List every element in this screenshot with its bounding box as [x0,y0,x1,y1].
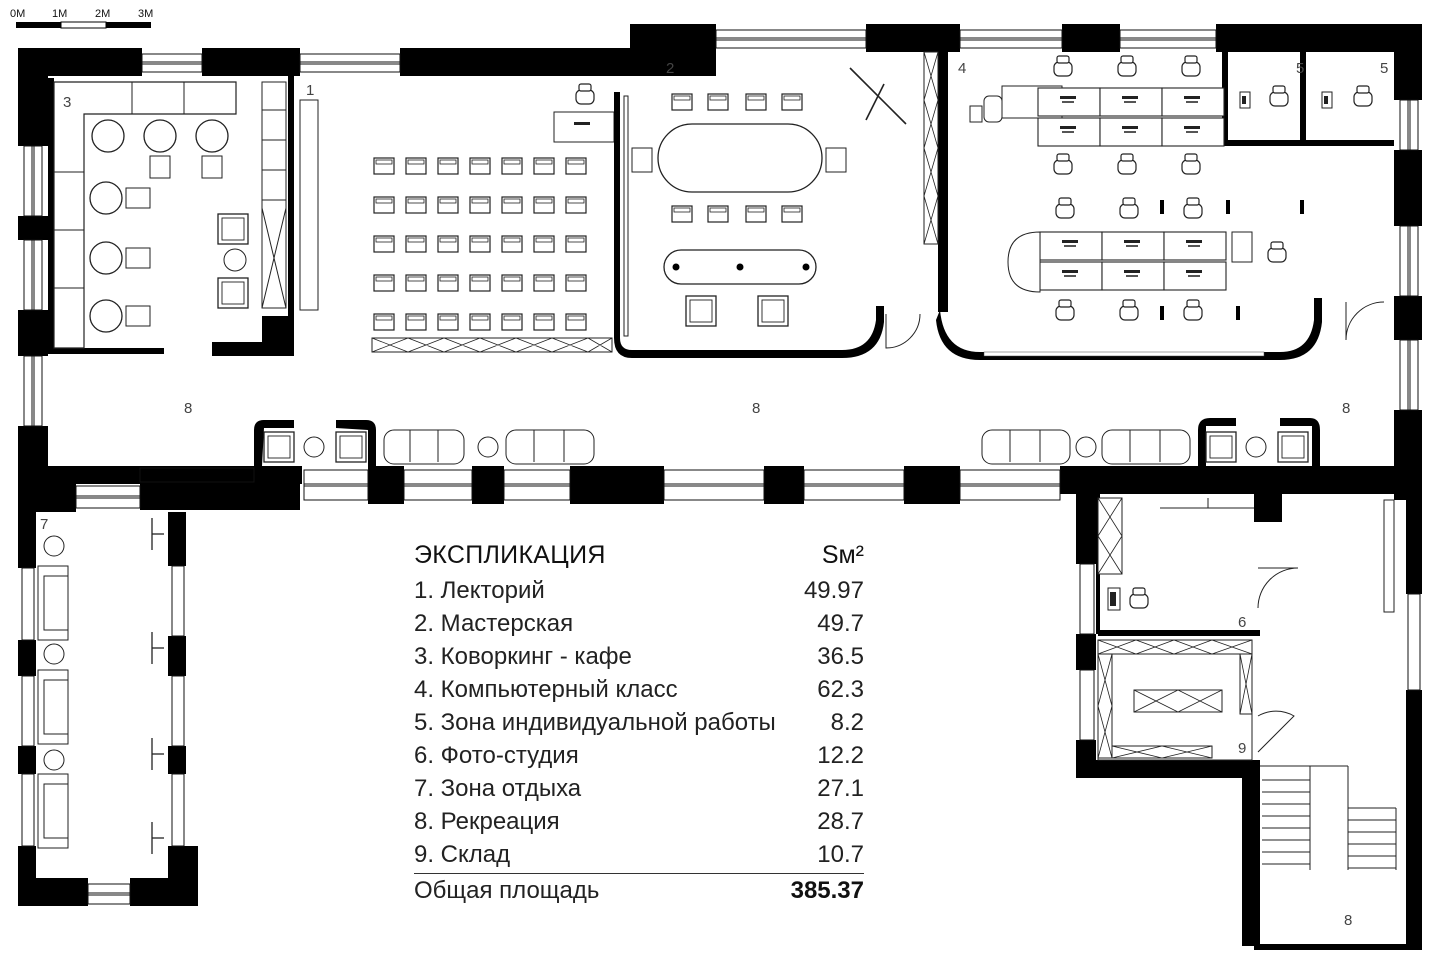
lecture-seat [534,314,554,330]
office-chair [1056,198,1074,218]
legend-room-name: 5. Зона индивидуальной работы [414,709,776,736]
lecture-seat [406,197,426,213]
computer-desk [1040,262,1102,290]
legend-room-area: 27.1 [817,775,864,802]
legend-room-name: 6. Фото-студия [414,742,579,769]
room-number-8d: 8 [1344,912,1353,929]
legend-row [414,577,864,610]
lecture-seat [502,197,522,213]
lecture-seat [438,197,458,213]
lecture-seat [534,275,554,291]
scale-label-1: 1M [52,8,68,20]
computer-desk [1038,88,1100,116]
legend-room-area: 12.2 [817,742,864,769]
lecture-seat [438,158,458,174]
legend-row [414,775,864,808]
legend-unit: Sм² [821,541,864,569]
room-2-workshop [614,52,938,358]
legend-row [414,841,864,874]
scale-bar [16,22,151,28]
lecture-seat [534,158,554,174]
lecture-seat [470,158,490,174]
room-number-5a: 5 [1296,60,1305,77]
legend-room-name: 2. Мастерская [414,610,574,637]
computer-desk [1164,262,1226,290]
lecture-seat [438,275,458,291]
computer-desk [1102,232,1164,260]
legend-row [414,610,864,643]
legend-room-area: 8.2 [830,709,864,736]
lecture-seat [470,236,490,252]
legend-title: ЭКСПЛИКАЦИЯ [414,541,606,569]
scale-label-0: 0M [10,8,26,20]
room-number-8a: 8 [184,400,193,417]
computer-desk [1162,88,1224,116]
lecture-seat [406,236,426,252]
lecture-seat [406,275,426,291]
room-number-1: 1 [306,82,315,99]
legend-total-label: Общая площадь [414,877,600,904]
legend-room-name: 9. Склад [414,841,511,868]
legend-room-name: 1. Лекторий [414,577,545,604]
room-number-9: 9 [1238,740,1247,757]
lecture-seat [374,158,394,174]
office-chair [1184,198,1202,218]
lecture-seat [438,314,458,330]
legend-room-area: 49.97 [803,577,864,604]
computer-desk [1100,118,1162,146]
lecture-seat [534,236,554,252]
lecture-seat [470,275,490,291]
office-chair [1118,56,1136,76]
office-chair [1054,56,1072,76]
legend-row [414,808,864,841]
office-chair [1054,154,1072,174]
lecture-seat [566,197,586,213]
legend-room-name: 8. Рекреация [414,808,560,835]
lecture-seat [406,314,426,330]
lecture-seat [502,275,522,291]
room-4-computer-class [936,52,1394,360]
legend-room-name: 3. Коворкинг - кафе [414,643,632,670]
office-chair [1120,198,1138,218]
room-number-3: 3 [63,94,72,111]
computer-desk [1100,88,1162,116]
lecture-seat [566,314,586,330]
legend-room-area: 62.3 [817,676,864,703]
room-number-2: 2 [666,60,675,77]
legend-row [414,709,864,742]
room-number-4: 4 [958,60,967,77]
legend-row [414,676,864,709]
room-number-8c: 8 [1342,400,1351,417]
lecture-seat [534,197,554,213]
office-chair [1182,154,1200,174]
office-chair [1120,300,1138,320]
room-number-6: 6 [1238,614,1247,631]
office-chair [1118,154,1136,174]
room-number-7: 7 [40,516,49,533]
lecture-seat [374,275,394,291]
lecture-seat [438,236,458,252]
lecture-seat [374,197,394,213]
legend-room-area: 10.7 [817,841,864,868]
lecture-seat [374,236,394,252]
legend-room-name: 7. Зона отдыха [414,775,582,802]
computer-desk [1040,232,1102,260]
office-chair [1056,300,1074,320]
lecture-seat [470,197,490,213]
legend-total-value: 385.37 [790,877,864,904]
room-number-5b: 5 [1380,60,1389,77]
legend-divider [414,873,864,874]
lecture-seat [502,314,522,330]
office-chair [1182,56,1200,76]
lecture-seat [566,236,586,252]
legend-row [414,643,864,676]
stairs [1260,766,1396,870]
scale-label-3: 3M [138,8,154,20]
lecture-seat [374,314,394,330]
computer-desk [1102,262,1164,290]
room-3-coworking [48,76,294,356]
lecture-seat [502,236,522,252]
lecture-seat [566,158,586,174]
room-1-lecture-hall [300,84,614,352]
lecture-seat [470,314,490,330]
legend-room-area: 36.5 [817,643,864,670]
office-chair [1184,300,1202,320]
lecture-seat [502,158,522,174]
room-number-8b: 8 [752,400,761,417]
computer-desk [1164,232,1226,260]
computer-desk [1038,118,1100,146]
legend-room-name: 4. Компьютерный класс [414,676,678,703]
legend-room-area: 28.7 [817,808,864,835]
room-7-rest-area [38,518,164,854]
legend-row [414,742,864,775]
legend-room-area: 49.7 [817,610,864,637]
corridor-furniture [254,418,1320,466]
computer-desk [1162,118,1224,146]
lecture-seat [566,275,586,291]
lecture-seat [406,158,426,174]
scale-label-2: 2M [95,8,111,20]
